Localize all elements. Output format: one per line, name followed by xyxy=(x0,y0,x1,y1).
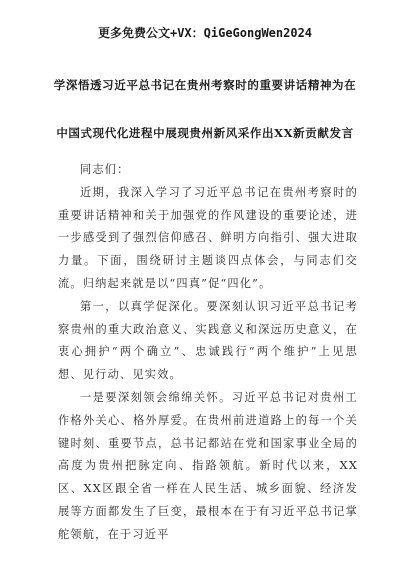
paragraph-3: 一是要深刻领会绵绵关怀。习近平总书记对贵州工作格外关心、格外厚爱。在贵州前进道路上的每一个关键时刻、重要节点，总书记都站在党和国家事业全局的高度为贵州把脉定向、指路领航。新时代以来，XX区、XX区跟全省一样在人民生活、城乡面貌、经济发展等方面都发生了巨变，最根本在于有习近平总书记掌舵领航，在于习近平 xyxy=(58,390,358,541)
document-body xyxy=(58,159,358,547)
watermark-header: 更多免费公文+VX：QiGeGongWen2024 xyxy=(97,26,313,40)
document-title-line-1: 学深悟透习近平总书记在贵州考察时的重要讲话精神为在 xyxy=(53,78,357,92)
document-title-line-2: 中国式现代化进程中展现贵州新风采作出XX新贡献发言 xyxy=(56,126,354,140)
paragraph-1: 近期，我深入学习了习近平总书记在贵州考察时的重要讲话精神和关于加强党的作风建设的重要论述，进一步感受到了强烈信仰感召、鲜明方向指引、强大进取力量。下面，围绕研讨主题谈四点体会，与同志们交流。归纳起来就是以“四真”促“四化”。 xyxy=(58,185,358,290)
salutation: 同志们： xyxy=(80,163,130,176)
paragraph-2: 第一，以真学促深化。要深刻认识习近平总书记考察贵州的重大政治意义、实践意义和深远历史意义，在衷心拥护“两个确立”、忠诚践行“两个维护”上见思想、见行动、见实效。 xyxy=(58,299,358,382)
